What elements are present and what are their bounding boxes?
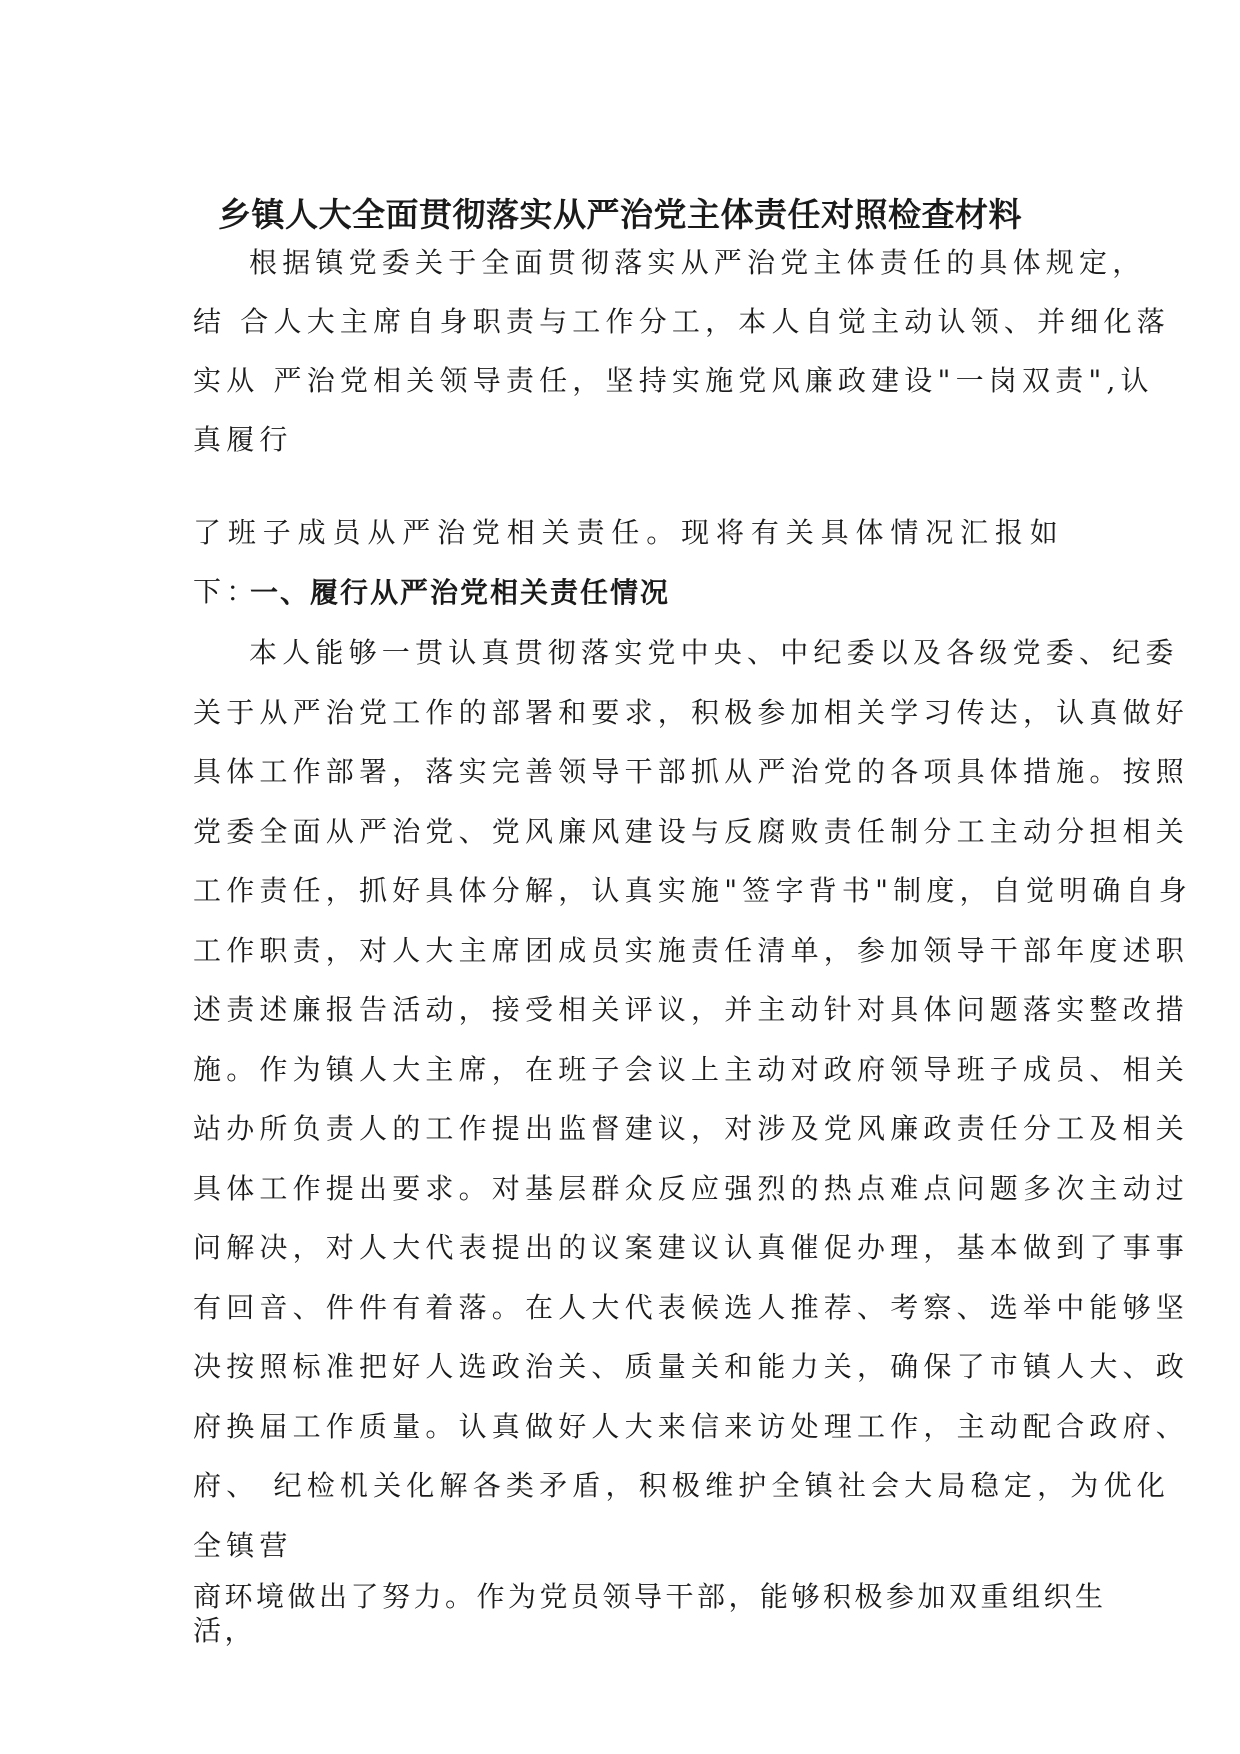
section-1-line: 施。作为镇人大主席，在班子会议上主动对政府领导班子成员、相关: [193, 1052, 1190, 1086]
section-1-line: 党委全面从严治党、党风廉风建设与反腐败责任制分工主动分担相关: [193, 814, 1190, 848]
intro-continuation: 了班子成员从严治党相关责任。现将有关具体情况汇报如下：: [193, 516, 1063, 608]
section-1-line: 问解决，对人大代表提出的议案建议认真催促办理，基本做到了事事: [193, 1231, 1190, 1264]
intro-line-4: 真履行: [193, 423, 293, 456]
section-1-line: 工作职责，对人大主席团成员实施责任清单，参加领导干部年度述职: [193, 933, 1190, 967]
section-1-line: 工作责任，抓好具体分解，认真实施"签字背书"制度，自觉明确自身: [193, 874, 1192, 907]
section-1-paragraph: [193, 623, 1192, 1575]
section-1-line: 全镇营: [193, 1528, 293, 1562]
section-1-line: 具体工作部署，落实完善领导干部抓从严治党的各项具体措施。按照: [193, 755, 1190, 788]
section-1-line: 本人能够一贯认真贯彻落实党中央、中纪委以及各级党委、纪委: [249, 636, 1179, 669]
section-1-line: 决按照标准把好人选政治关、质量关和能力关，确保了市镇人大、政: [193, 1350, 1190, 1383]
section-1-line: 具体工作提出要求。对基层群众反应强烈的热点难点问题多次主动过: [193, 1171, 1190, 1205]
section-1-line: 站办所负责人的工作提出监督建议，对涉及党风廉政责任分工及相关: [193, 1112, 1190, 1145]
intro-line-3: 实从 严治党相关领导责任，坚持实施党风廉政建设"一岗双责",认: [193, 364, 1154, 397]
section-1-continuation: [193, 1580, 1107, 1648]
intro-line-2: 结 合人大主席自身职责与工作分工，本人自觉主动认领、并细化落: [193, 305, 1170, 338]
intro-line-1: 根据镇党委关于全面贯彻落实从严治党主体责任的具体规定，: [249, 246, 1146, 279]
section-1-line: 关于从严治党工作的部署和要求，积极参加相关学习传达，认真做好: [193, 695, 1190, 729]
section-1-line: 府、 纪检机关化解各类矛盾，积极维护全镇社会大局稳定，为优化: [193, 1469, 1170, 1502]
intro-paragraph: [193, 233, 1170, 469]
section-1-line: 有回音、件件有着落。在人大代表候选人推荐、考察、选举中能够坚: [193, 1290, 1190, 1324]
continuation-line-1: 商环境做出了努力。作为党员领导干部，能够积极参加双重组织生: [193, 1580, 1107, 1613]
section-1-heading: 一、履行从严治党相关责任情况: [250, 576, 671, 609]
document-title: 乡镇人大全面贯彻落实从严治党主体责任对照检查材料: [218, 195, 1022, 234]
section-1-line: 府换届工作质量。认真做好人大来信来访处理工作，主动配合政府、: [193, 1409, 1190, 1443]
continuation-line-2: 活，: [193, 1614, 257, 1647]
section-1-line: 述责述廉报告活动，接受相关评议，并主动针对具体问题落实整改措: [193, 993, 1190, 1026]
